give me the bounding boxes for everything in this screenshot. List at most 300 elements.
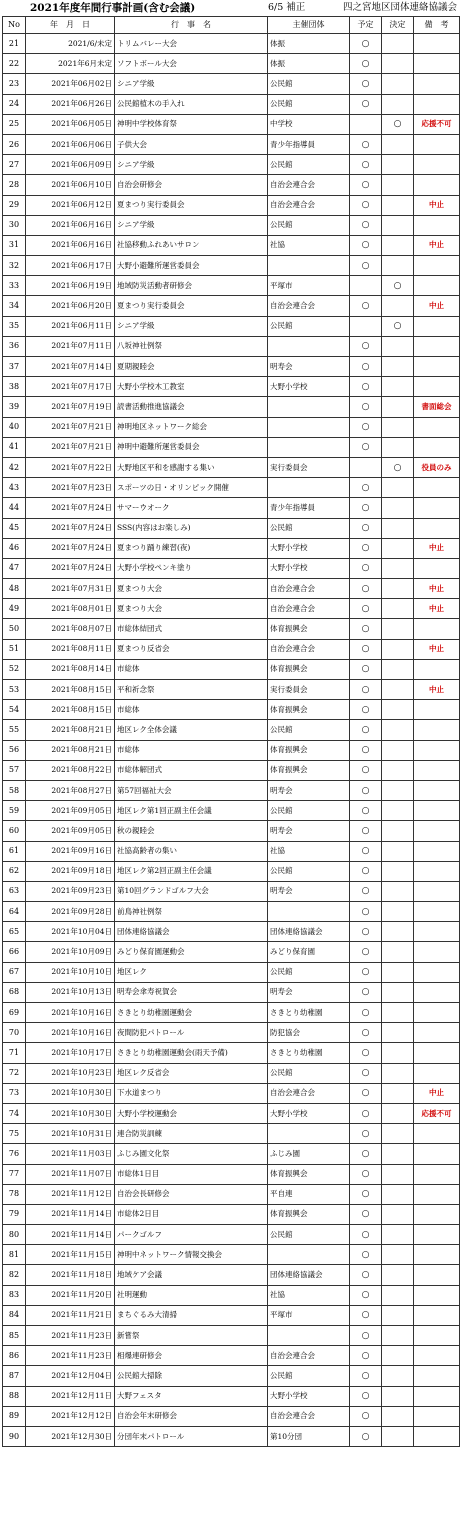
row-note xyxy=(414,1285,460,1305)
row-date: 2021年07月22日 xyxy=(26,457,115,477)
row-date: 2021年12月04日 xyxy=(26,1366,115,1386)
row-decided-mark xyxy=(382,619,414,639)
table-row xyxy=(3,296,460,316)
row-note xyxy=(414,155,460,175)
row-date: 2021年09月16日 xyxy=(26,841,115,861)
row-planned-mark: ○ xyxy=(350,962,382,982)
row-planned-mark: ○ xyxy=(350,1063,382,1083)
row-note xyxy=(414,1406,460,1426)
row-note xyxy=(414,1204,460,1224)
row-organizer: 平塚市 xyxy=(268,1305,350,1325)
row-organizer: 中学校 xyxy=(268,114,350,134)
row-note xyxy=(414,558,460,578)
row-planned-mark: ○ xyxy=(350,215,382,235)
row-planned-mark: ○ xyxy=(350,1245,382,1265)
row-date: 2021年11月18日 xyxy=(26,1265,115,1285)
row-decided-mark xyxy=(382,659,414,679)
row-note: 中止 xyxy=(414,538,460,558)
row-organizer xyxy=(268,397,350,417)
row-date: 2021年07月24日 xyxy=(26,558,115,578)
table-row xyxy=(3,659,460,679)
row-decided-mark xyxy=(382,1164,414,1184)
col-header-planned: 予定 xyxy=(350,17,382,34)
row-date: 2021年06月19日 xyxy=(26,276,115,296)
row-number: 46 xyxy=(3,538,26,558)
row-event-name: 自治会研修会 xyxy=(115,175,268,195)
row-date: 2021年06月06日 xyxy=(26,134,115,154)
row-decided-mark xyxy=(382,357,414,377)
col-header-no: No xyxy=(3,17,26,34)
row-number: 45 xyxy=(3,518,26,538)
row-organizer: 公民館 xyxy=(268,801,350,821)
table-row xyxy=(3,1285,460,1305)
row-decided-mark xyxy=(382,1305,414,1325)
row-event-name: 地域防災活動者研修会 xyxy=(115,276,268,296)
row-date: 2021年06月26日 xyxy=(26,94,115,114)
row-note: 中止 xyxy=(414,599,460,619)
row-note xyxy=(414,619,460,639)
table-row xyxy=(3,579,460,599)
row-note: 役員のみ xyxy=(414,457,460,477)
row-note: 中止 xyxy=(414,579,460,599)
row-planned-mark: ○ xyxy=(350,1023,382,1043)
row-event-name: 大野小学校運動会 xyxy=(115,1103,268,1123)
row-number: 24 xyxy=(3,94,26,114)
table-row xyxy=(3,377,460,397)
row-note xyxy=(414,54,460,74)
row-event-name: 市総体 xyxy=(115,740,268,760)
row-organizer: 明寿会 xyxy=(268,881,350,901)
row-decided-mark xyxy=(382,1406,414,1426)
row-event-name: 社明運動 xyxy=(115,1285,268,1305)
row-number: 33 xyxy=(3,276,26,296)
table-row xyxy=(3,94,460,114)
row-date: 2021年10月17日 xyxy=(26,1043,115,1063)
row-planned-mark: ○ xyxy=(350,54,382,74)
row-note xyxy=(414,922,460,942)
row-planned-mark: ○ xyxy=(350,902,382,922)
row-event-name: 神明中学校体育祭 xyxy=(115,114,268,134)
row-number: 89 xyxy=(3,1406,26,1426)
row-decided-mark xyxy=(382,942,414,962)
row-planned-mark: ○ xyxy=(350,700,382,720)
row-note xyxy=(414,760,460,780)
row-number: 23 xyxy=(3,74,26,94)
row-decided-mark xyxy=(382,962,414,982)
row-number: 44 xyxy=(3,498,26,518)
row-note: 応援不可 xyxy=(414,114,460,134)
row-number: 34 xyxy=(3,296,26,316)
row-event-name: 夏期親睦会 xyxy=(115,357,268,377)
row-note xyxy=(414,1305,460,1325)
row-number: 48 xyxy=(3,579,26,599)
row-note: 書面総会 xyxy=(414,397,460,417)
row-number: 87 xyxy=(3,1366,26,1386)
row-decided-mark xyxy=(382,599,414,619)
row-number: 73 xyxy=(3,1083,26,1103)
row-note xyxy=(414,1164,460,1184)
row-note xyxy=(414,1063,460,1083)
row-organizer: 社協 xyxy=(268,235,350,255)
row-decided-mark xyxy=(382,1003,414,1023)
row-event-name: 大野小避難所運営委員会 xyxy=(115,256,268,276)
row-planned-mark: ○ xyxy=(350,296,382,316)
row-event-name: 地区レク反省会 xyxy=(115,1063,268,1083)
row-date: 2021年06月16日 xyxy=(26,235,115,255)
table-row xyxy=(3,357,460,377)
row-organizer: 公民館 xyxy=(268,861,350,881)
row-planned-mark: ○ xyxy=(350,1285,382,1305)
row-event-name: 夜間防犯パトロール xyxy=(115,1023,268,1043)
row-event-name: シニア学級 xyxy=(115,74,268,94)
row-date: 2021年10月16日 xyxy=(26,1023,115,1043)
table-row xyxy=(3,639,460,659)
row-organizer: 明寿会 xyxy=(268,982,350,1002)
row-decided-mark xyxy=(382,841,414,861)
table-row xyxy=(3,518,460,538)
row-number: 72 xyxy=(3,1063,26,1083)
table-row xyxy=(3,922,460,942)
row-planned-mark: ○ xyxy=(350,780,382,800)
row-date: 2021年10月10日 xyxy=(26,962,115,982)
row-organizer: 自治会連合会 xyxy=(268,296,350,316)
row-number: 32 xyxy=(3,256,26,276)
row-planned-mark: ○ xyxy=(350,498,382,518)
table-row xyxy=(3,740,460,760)
row-date: 2021年08月21日 xyxy=(26,740,115,760)
row-organizer: 公民館 xyxy=(268,74,350,94)
row-planned-mark: ○ xyxy=(350,377,382,397)
row-planned-mark: ○ xyxy=(350,357,382,377)
row-planned-mark: ○ xyxy=(350,195,382,215)
row-planned-mark: ○ xyxy=(350,579,382,599)
row-event-name: 市総体解団式 xyxy=(115,760,268,780)
row-organizer: 体育振興会 xyxy=(268,740,350,760)
row-planned-mark: ○ xyxy=(350,34,382,54)
row-organizer xyxy=(268,437,350,457)
row-planned-mark: ○ xyxy=(350,639,382,659)
row-number: 77 xyxy=(3,1164,26,1184)
row-note: 中止 xyxy=(414,296,460,316)
row-number: 68 xyxy=(3,982,26,1002)
row-planned-mark: ○ xyxy=(350,1265,382,1285)
row-note xyxy=(414,1245,460,1265)
row-event-name: 地区レク xyxy=(115,962,268,982)
table-row xyxy=(3,1023,460,1043)
table-row xyxy=(3,1346,460,1366)
row-date: 2021年09月05日 xyxy=(26,821,115,841)
row-event-name: 夏まつり大会 xyxy=(115,599,268,619)
table-row xyxy=(3,861,460,881)
row-event-name: 市総体結団式 xyxy=(115,619,268,639)
table-row xyxy=(3,1225,460,1245)
row-date: 2021年11月07日 xyxy=(26,1164,115,1184)
table-header-row xyxy=(3,17,460,34)
row-note xyxy=(414,215,460,235)
table-row xyxy=(3,942,460,962)
row-event-name: 前鳥神社例祭 xyxy=(115,902,268,922)
row-event-name: 団体連絡協議会 xyxy=(115,922,268,942)
table-row xyxy=(3,902,460,922)
row-decided-mark xyxy=(382,1043,414,1063)
row-decided-mark xyxy=(382,155,414,175)
row-organizer: 公民館 xyxy=(268,962,350,982)
row-date: 2021年07月17日 xyxy=(26,377,115,397)
row-event-name: 相爆連研修会 xyxy=(115,1346,268,1366)
row-number: 85 xyxy=(3,1326,26,1346)
row-organizer: 明寿会 xyxy=(268,357,350,377)
row-note xyxy=(414,498,460,518)
row-organizer: 公民館 xyxy=(268,1366,350,1386)
row-note xyxy=(414,902,460,922)
row-decided-mark xyxy=(382,256,414,276)
row-organizer: 青少年指導員 xyxy=(268,134,350,154)
table-row xyxy=(3,74,460,94)
row-event-name: 第57回福祉大会 xyxy=(115,780,268,800)
table-row xyxy=(3,1083,460,1103)
row-date: 2021/6/未定 xyxy=(26,34,115,54)
row-decided-mark xyxy=(382,801,414,821)
row-number: 59 xyxy=(3,801,26,821)
row-date: 2021年08月27日 xyxy=(26,780,115,800)
table-row xyxy=(3,1164,460,1184)
row-note xyxy=(414,942,460,962)
row-note xyxy=(414,720,460,740)
row-date: 2021年12月12日 xyxy=(26,1406,115,1426)
row-number: 74 xyxy=(3,1103,26,1123)
row-note xyxy=(414,780,460,800)
row-date: 2021年06月17日 xyxy=(26,256,115,276)
table-row xyxy=(3,700,460,720)
row-planned-mark: ○ xyxy=(350,942,382,962)
row-number: 64 xyxy=(3,902,26,922)
row-decided-mark xyxy=(382,478,414,498)
row-planned-mark: ○ xyxy=(350,801,382,821)
row-decided-mark xyxy=(382,538,414,558)
row-planned-mark: ○ xyxy=(350,659,382,679)
row-decided-mark xyxy=(382,518,414,538)
row-decided-mark xyxy=(382,54,414,74)
row-planned-mark: ○ xyxy=(350,922,382,942)
row-number: 66 xyxy=(3,942,26,962)
row-event-name: パークゴルフ xyxy=(115,1225,268,1245)
row-note: 中止 xyxy=(414,639,460,659)
row-event-name: 神明中ネットワーク情報交換会 xyxy=(115,1245,268,1265)
table-row xyxy=(3,397,460,417)
row-number: 78 xyxy=(3,1184,26,1204)
row-number: 43 xyxy=(3,478,26,498)
row-date: 2021年10月30日 xyxy=(26,1083,115,1103)
row-note xyxy=(414,1346,460,1366)
row-note xyxy=(414,357,460,377)
row-event-name: 新嘗祭 xyxy=(115,1326,268,1346)
row-decided-mark xyxy=(382,397,414,417)
row-date: 2021年06月16日 xyxy=(26,215,115,235)
row-planned-mark: ○ xyxy=(350,1225,382,1245)
row-date: 2021年11月03日 xyxy=(26,1144,115,1164)
row-note xyxy=(414,1366,460,1386)
row-decided-mark xyxy=(382,94,414,114)
row-date: 2021年08月21日 xyxy=(26,720,115,740)
row-note xyxy=(414,659,460,679)
table-row xyxy=(3,780,460,800)
row-organizer xyxy=(268,478,350,498)
table-row xyxy=(3,801,460,821)
row-note: 中止 xyxy=(414,195,460,215)
row-organizer xyxy=(268,256,350,276)
row-planned-mark: ○ xyxy=(350,1326,382,1346)
row-note: 中止 xyxy=(414,680,460,700)
row-number: 42 xyxy=(3,457,26,477)
row-decided-mark xyxy=(382,680,414,700)
row-event-name: シニア学級 xyxy=(115,215,268,235)
row-decided-mark: ○ xyxy=(382,114,414,134)
row-planned-mark: ○ xyxy=(350,1406,382,1426)
row-note xyxy=(414,982,460,1002)
table-row xyxy=(3,619,460,639)
row-decided-mark xyxy=(382,1285,414,1305)
row-note xyxy=(414,1043,460,1063)
row-date: 2021年10月04日 xyxy=(26,922,115,942)
col-header-note: 備 考 xyxy=(414,17,460,34)
row-number: 27 xyxy=(3,155,26,175)
row-organizer: 社協 xyxy=(268,1285,350,1305)
row-organizer: 団体連絡協議会 xyxy=(268,922,350,942)
row-event-name: 社協移動ふれあいサロン xyxy=(115,235,268,255)
row-planned-mark: ○ xyxy=(350,538,382,558)
row-decided-mark xyxy=(382,1144,414,1164)
row-date: 2021年08月14日 xyxy=(26,659,115,679)
row-decided-mark xyxy=(382,417,414,437)
row-note xyxy=(414,1426,460,1446)
table-row xyxy=(3,235,460,255)
row-event-name: 秋の親睦会 xyxy=(115,821,268,841)
row-organizer: 大野小学校 xyxy=(268,377,350,397)
row-decided-mark: ○ xyxy=(382,457,414,477)
row-number: 61 xyxy=(3,841,26,861)
row-event-name: 社協高齢者の集い xyxy=(115,841,268,861)
row-planned-mark: ○ xyxy=(350,155,382,175)
row-organizer: 体育振興会 xyxy=(268,619,350,639)
row-note xyxy=(414,1144,460,1164)
row-organizer: 公民館 xyxy=(268,155,350,175)
row-planned-mark: ○ xyxy=(350,1386,382,1406)
row-decided-mark xyxy=(382,34,414,54)
row-decided-mark xyxy=(382,740,414,760)
row-date: 2021年11月20日 xyxy=(26,1285,115,1305)
row-note xyxy=(414,417,460,437)
row-event-name: 明寿会傘寿祝賀会 xyxy=(115,982,268,1002)
row-number: 39 xyxy=(3,397,26,417)
row-date: 2021年08月11日 xyxy=(26,639,115,659)
row-planned-mark: ○ xyxy=(350,841,382,861)
row-organizer: 公民館 xyxy=(268,720,350,740)
row-number: 67 xyxy=(3,962,26,982)
row-number: 52 xyxy=(3,659,26,679)
row-number: 30 xyxy=(3,215,26,235)
row-decided-mark xyxy=(382,1063,414,1083)
row-planned-mark: ○ xyxy=(350,1426,382,1446)
row-date: 2021年07月31日 xyxy=(26,579,115,599)
row-organizer xyxy=(268,417,350,437)
table-row xyxy=(3,155,460,175)
row-planned-mark: ○ xyxy=(350,619,382,639)
row-number: 35 xyxy=(3,316,26,336)
row-event-name: 市総体2日目 xyxy=(115,1204,268,1224)
row-event-name: 子供大会 xyxy=(115,134,268,154)
row-event-name: 第10回グランドゴルフ大会 xyxy=(115,881,268,901)
row-note xyxy=(414,1003,460,1023)
row-number: 83 xyxy=(3,1285,26,1305)
row-planned-mark: ○ xyxy=(350,74,382,94)
table-row xyxy=(3,1326,460,1346)
row-date: 2021年10月13日 xyxy=(26,982,115,1002)
row-date: 2021年09月23日 xyxy=(26,881,115,901)
page-header xyxy=(0,0,461,16)
row-planned-mark: ○ xyxy=(350,397,382,417)
table-row xyxy=(3,114,460,134)
row-decided-mark xyxy=(382,215,414,235)
row-number: 25 xyxy=(3,114,26,134)
row-date: 2021年06月11日 xyxy=(26,316,115,336)
row-planned-mark: ○ xyxy=(350,1204,382,1224)
col-header-date: 年 月 日 xyxy=(26,17,115,34)
row-organizer: 第10分団 xyxy=(268,1426,350,1446)
row-decided-mark xyxy=(382,639,414,659)
row-event-name: シニア学級 xyxy=(115,155,268,175)
row-decided-mark xyxy=(382,195,414,215)
row-note xyxy=(414,175,460,195)
row-organizer: 大野小学校 xyxy=(268,538,350,558)
row-date: 2021年11月23日 xyxy=(26,1326,115,1346)
row-note xyxy=(414,377,460,397)
row-decided-mark xyxy=(382,760,414,780)
table-row xyxy=(3,1265,460,1285)
row-organizer: 大野小学校 xyxy=(268,1103,350,1123)
row-date: 2021年08月07日 xyxy=(26,619,115,639)
row-date: 2021年07月24日 xyxy=(26,518,115,538)
row-date: 2021年06月12日 xyxy=(26,195,115,215)
row-note xyxy=(414,94,460,114)
row-event-name: さきとり幼稚園運動会(雨天予備) xyxy=(115,1043,268,1063)
row-number: 36 xyxy=(3,336,26,356)
row-event-name: さきとり幼稚園運動会 xyxy=(115,1003,268,1023)
row-number: 76 xyxy=(3,1144,26,1164)
row-note xyxy=(414,336,460,356)
row-organizer xyxy=(268,1124,350,1144)
row-organizer: 平自連 xyxy=(268,1184,350,1204)
row-number: 71 xyxy=(3,1043,26,1063)
row-organizer: 平塚市 xyxy=(268,276,350,296)
table-row xyxy=(3,498,460,518)
row-date: 2021年11月15日 xyxy=(26,1245,115,1265)
row-number: 88 xyxy=(3,1386,26,1406)
row-date: 2021年06月09日 xyxy=(26,155,115,175)
row-planned-mark: ○ xyxy=(350,740,382,760)
row-event-name: みどり保育園運動会 xyxy=(115,942,268,962)
row-event-name: 市総体 xyxy=(115,659,268,679)
row-planned-mark: ○ xyxy=(350,1305,382,1325)
row-number: 58 xyxy=(3,780,26,800)
row-note xyxy=(414,134,460,154)
row-event-name: 分団年末パトロール xyxy=(115,1426,268,1446)
row-planned-mark: ○ xyxy=(350,478,382,498)
row-number: 90 xyxy=(3,1426,26,1446)
table-row xyxy=(3,1003,460,1023)
row-planned-mark: ○ xyxy=(350,599,382,619)
row-decided-mark xyxy=(382,558,414,578)
row-planned-mark: ○ xyxy=(350,982,382,1002)
